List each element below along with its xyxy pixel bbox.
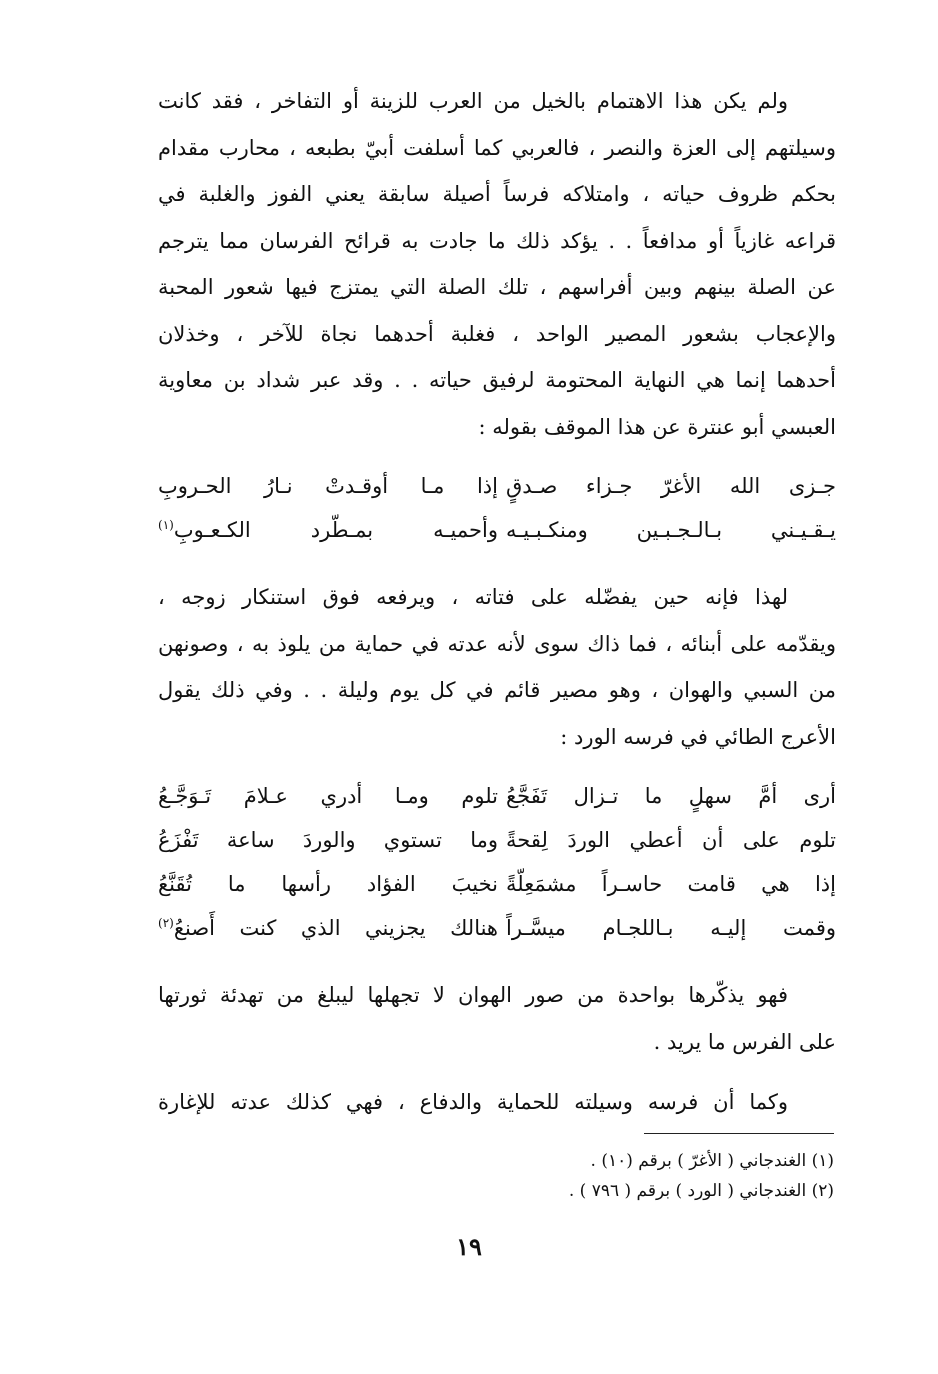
verse-first-hemistich: يـقـيـني بـالـجـبـين ومنكـبـيـه [506,518,836,542]
paragraph-4 [158,1079,836,1126]
text-line: على الفرس ما يريد . [653,1029,836,1054]
verse-first-hemistich: أرى أمَّ سهلٍ ما تـزال تَفَجَّعُ [506,784,836,808]
text-line: والإعجاب بشعور المصير الواحد ، فغلبة أحدهما نجاة للآخر ، وخذلان [158,321,836,346]
footnote-separator [644,1133,834,1134]
verse-first-hemistich: إذا هي قامت حاسـراً مشمَعِلّةً [506,872,836,896]
verse-second-hemistich: تلوم ومـا أدري عـلامَ تَـوَجَّـعُ [158,784,498,808]
verse-line [158,508,836,552]
paragraph-2 [158,574,836,760]
text-line: وكما أن فرسه وسيلته للحماية والدفاع ، فهي كذلك عدته للإغارة [158,1090,788,1114]
verse-second-hemistich [158,906,498,950]
text-line: من السبي والهوان ، وهو مصير قائم في كل يوم وليلة . . وفي ذلك يقول [158,678,836,702]
verse-second-hemistich [158,508,498,552]
text-line: لهذا فإنه حين يفضّله على فتاته ، ويرفعه فوق استنكار زوجه ، [158,585,788,609]
verse-line [158,906,836,950]
verse-line [158,464,836,508]
verse-second-hemistich: وما تستوي والوردَ ساعة تَفْزَعُ [158,828,498,852]
verse-1 [158,464,836,552]
verse-2 [158,774,836,950]
verse-second-hemistich: إذا مـا أوقـدتْ نـارُ الحـروبِ [158,474,498,498]
verse-first-hemistich: تلوم على أن أعطي الوردَ لِقحةً [506,828,836,852]
page-number: ١٩ [456,1232,482,1261]
text-line: قراعه غازياً أو مدافعاً . . يؤكد ذلك ما جادت به قرائح الفرسان مما يترجم [158,228,836,253]
verse-line [158,818,836,862]
paragraph-1 [158,78,836,450]
footnote-2: (٢) الغندجاني ( الورد ) برقم ( ٧٩٦ ) . [568,1181,834,1201]
text-line: وسيلتهم إلى العزة والنصر ، فالعربي كما أسلفت أبيّ بطبعه ، محارب مقدام [158,135,836,160]
verse-line [158,774,836,818]
text-line: ولم يكن هذا الاهتمام بالخيل من العرب للزينة أو التفاخر ، فقد كانت [158,89,788,113]
footnotes [234,1146,834,1206]
text-line: العبسي أبو عنترة عن هذا الموقف بقوله : [478,414,836,439]
text-line: عن الصلة بينهم وبين أفراسهم ، تلك الصلة التي يمتزج فيها شعور المحبة [158,275,836,299]
page-body [158,78,836,1126]
text-line: الأعرج الطائي في فرسه الورد : [560,724,836,749]
verse-first-hemistich: وقمت إليـه بـاللجـام ميسَّـراً [506,916,836,940]
footnote-marker: (١) [158,518,174,532]
verse-first-hemistich: جـزى الله الأغرّ جـزاء صـدقٍ [506,474,836,498]
text-line: أحدهما إنما هي النهاية المحتومة لرفيق حياته . . وقد عبر شداد بن معاوية [158,368,836,392]
verse-second-hemistich-text: وأحميـه بمـطّرد الكـعـوبِ [173,518,498,542]
verse-second-hemistich-text: هنالك يجزيني الذي كنت أَصنعُ [173,916,498,940]
text-line: فهو يذكّرها بواحدة من صور الهوان لا تجهلها ليبلغ من تهدئة ثورتها [158,983,788,1007]
footnote-marker: (٢) [158,916,174,930]
footnote-1: (١) الغندجاني ( الأغرّ ) برقم (١٠) . [590,1151,834,1171]
verse-second-hemistich: نخيبَ الفؤاد رأسها ما تُقَنَّعُ [158,872,498,896]
text-line: ويقدّمه على أبنائه ، فما ذاك سوى لأنه عدته في حماية من يلوذ به ، وصونهن [158,631,836,656]
paragraph-3 [158,972,836,1065]
verse-line [158,862,836,906]
text-line: بحكم ظروف حياته ، وامتلاكه فرساً أصيلة سابقة يعني الفوز والغلبة في [158,182,836,206]
